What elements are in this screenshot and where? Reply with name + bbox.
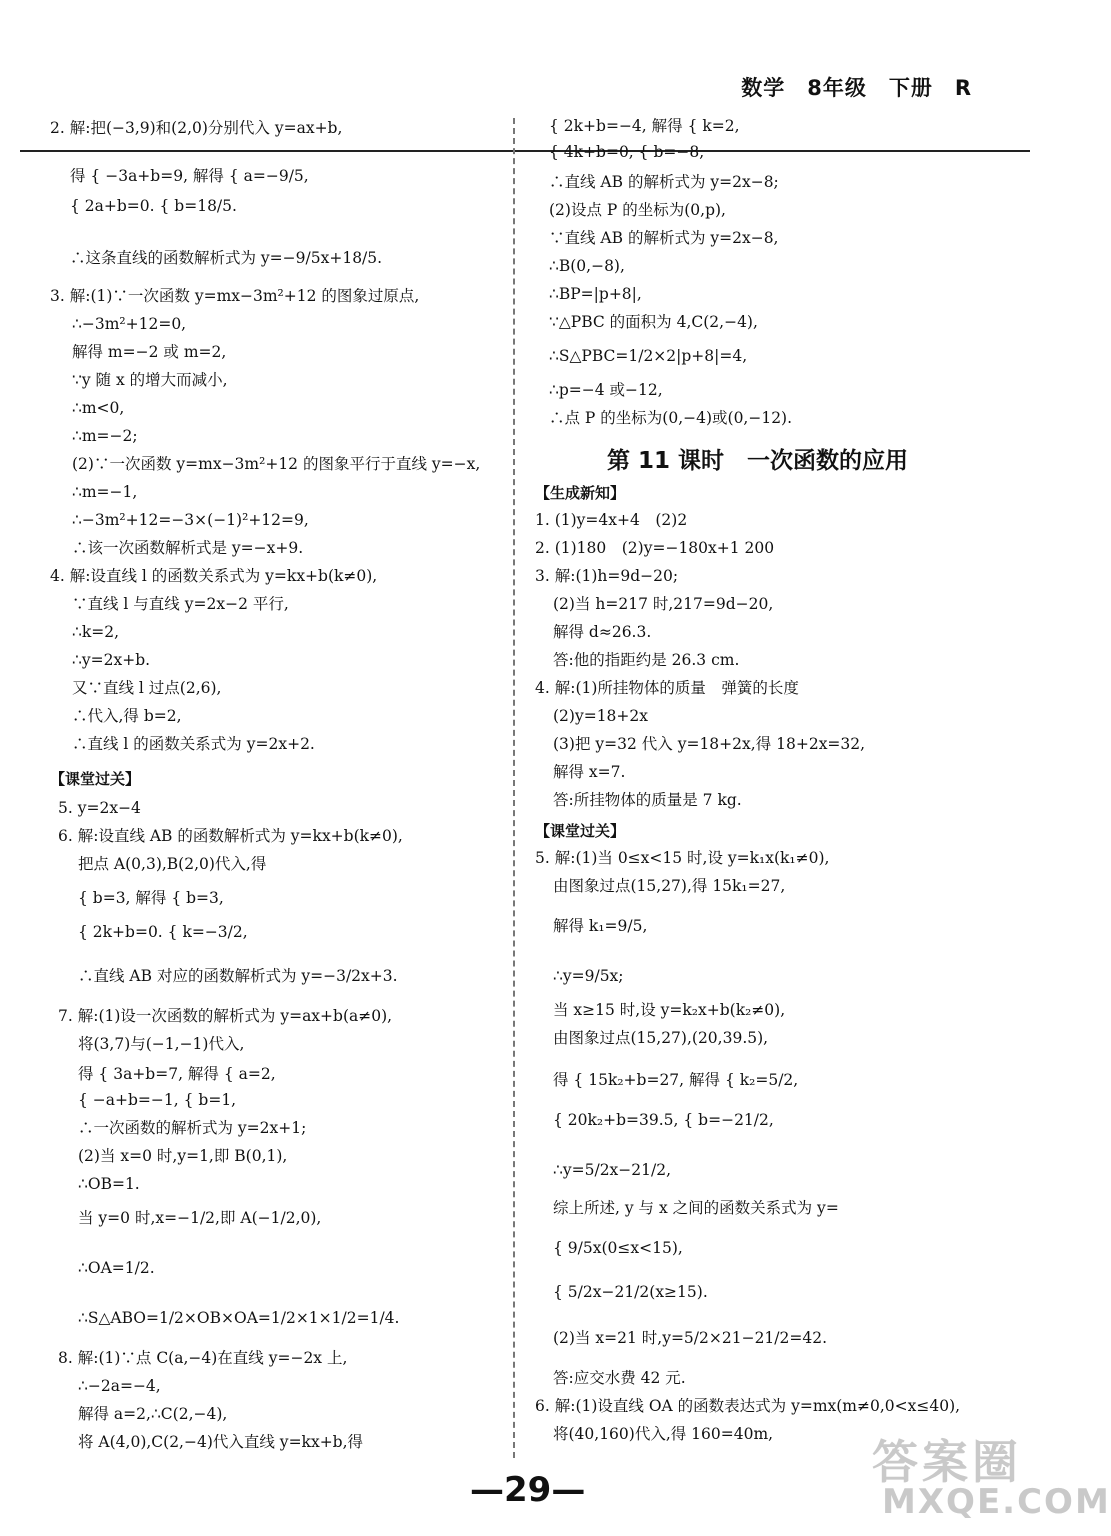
answer-line: 2. (1)180 (2)y=−180x+1 200 bbox=[535, 539, 775, 557]
answer-line: 将(3,7)与(−1,−1)代入, bbox=[78, 1035, 245, 1053]
answer-line: ∴−3m²+12=0, bbox=[72, 315, 187, 333]
header-rule bbox=[20, 150, 1030, 152]
answer-line: (2)设点 P 的坐标为(0,p), bbox=[549, 201, 726, 219]
section-heading: 【生成新知】 bbox=[535, 484, 626, 502]
answer-line: 答:所挂物体的质量是 7 kg. bbox=[553, 791, 742, 809]
page-header: 数学 8年级 下册 R bbox=[741, 76, 972, 100]
answer-line: (3)把 y=32 代入 y=18+2x,得 18+2x=32, bbox=[553, 735, 866, 753]
page-number: —29— bbox=[470, 1470, 586, 1510]
lesson-title: 第 11 课时 一次函数的应用 bbox=[607, 448, 909, 474]
section-heading: 【课堂过关】 bbox=[535, 822, 626, 840]
answer-line: 又∵直线 l 过点(2,6), bbox=[72, 679, 222, 697]
answer-line: 综上所述, y 与 x 之间的函数关系式为 y= bbox=[553, 1199, 839, 1217]
answer-line: ∴m=−2; bbox=[72, 427, 138, 445]
answer-line: ∴p=−4 或−12, bbox=[549, 381, 663, 399]
answer-line: 得 { 15k₂+b=27, 解得 { k₂=5/2, bbox=[553, 1071, 799, 1089]
answer-line: ∴y=5/2x−21/2, bbox=[553, 1161, 672, 1179]
answer-line: ∵△PBC 的面积为 4,C(2,−4), bbox=[549, 313, 758, 331]
answer-line: 当 y=0 时,x=−1/2,即 A(−1/2,0), bbox=[78, 1209, 322, 1227]
answer-line: ∵直线 AB 的解析式为 y=2x−8, bbox=[549, 229, 779, 247]
answer-line: 解得 a=2,∴C(2,−4), bbox=[78, 1405, 228, 1423]
answer-line: (2)当 x=0 时,y=1,即 B(0,1), bbox=[78, 1147, 288, 1165]
answer-line: { b=3, 解得 { b=3, bbox=[78, 889, 224, 907]
answer-line: 4. 解:(1)所挂物体的质量 弹簧的长度 bbox=[535, 679, 799, 697]
answer-line: ∴一次函数的解析式为 y=2x+1; bbox=[78, 1119, 307, 1137]
answer-line: (2)y=18+2x bbox=[553, 707, 649, 725]
answer-line: ∴点 P 的坐标为(0,−4)或(0,−12). bbox=[549, 409, 793, 427]
answer-line: (2)当 h=217 时,217=9d−20, bbox=[553, 595, 774, 613]
answer-line: { 9/5x(0≤x<15), bbox=[553, 1239, 683, 1257]
answer-line: 2. 解:把(−3,9)和(2,0)分别代入 y=ax+b, bbox=[50, 119, 343, 137]
answer-line: 5. y=2x−4 bbox=[58, 799, 141, 817]
answer-line: ∴该一次函数解析式是 y=−x+9. bbox=[72, 539, 304, 557]
answer-line: ∴−2a=−4, bbox=[78, 1377, 161, 1395]
answer-line: ∴S△ABO=1/2×OB×OA=1/2×1×1/2=1/4. bbox=[78, 1309, 400, 1327]
column-divider bbox=[513, 118, 515, 1458]
watermark bbox=[862, 1426, 1111, 1526]
answer-line: { 2k+b=0. { k=−3/2, bbox=[78, 923, 248, 941]
answer-line: ∴y=9/5x; bbox=[553, 967, 624, 985]
answer-line: ∴m=−1, bbox=[72, 483, 138, 501]
answer-line: 将 A(4,0),C(2,−4)代入直线 y=kx+b,得 bbox=[78, 1433, 364, 1451]
answer-line: ∴B(0,−8), bbox=[549, 257, 625, 275]
answer-line: 当 x≥15 时,设 y=k₂x+b(k₂≠0), bbox=[553, 1001, 786, 1019]
answer-line: 7. 解:(1)设一次函数的解析式为 y=ax+b(a≠0), bbox=[58, 1007, 393, 1025]
answer-line: ∴−3m²+12=−3×(−1)²+12=9, bbox=[72, 511, 309, 529]
answer-line: { 2a+b=0. { b=18/5. bbox=[70, 197, 237, 215]
answer-line: ∴S△PBC=1/2×2|p+8|=4, bbox=[549, 347, 748, 365]
answer-line: 8. 解:(1)∵点 C(a,−4)在直线 y=−2x 上, bbox=[58, 1349, 348, 1367]
answer-line: 3. 解:(1)∵一次函数 y=mx−3m²+12 的图象过原点, bbox=[50, 287, 420, 305]
answer-line: 将(40,160)代入,得 160=40m, bbox=[553, 1425, 774, 1443]
answer-line: ∴BP=|p+8|, bbox=[549, 285, 642, 303]
answer-line: 解得 x=7. bbox=[553, 763, 626, 781]
answer-line: 4. 解:设直线 l 的函数关系式为 y=kx+b(k≠0), bbox=[50, 567, 378, 585]
answer-line: 答:应交水费 42 元. bbox=[553, 1369, 686, 1387]
answer-line: 6. 解:(1)设直线 OA 的函数表达式为 y=mx(m≠0,0<x≤40), bbox=[535, 1397, 961, 1415]
answer-line: { 2k+b=−4, 解得 { k=2, bbox=[549, 117, 740, 135]
answer-line: ∴直线 AB 对应的函数解析式为 y=−3/2x+3. bbox=[78, 967, 398, 985]
answer-line: ∴OA=1/2. bbox=[78, 1259, 155, 1277]
watermark-site: MXQE.COM bbox=[882, 1482, 1111, 1522]
answer-line: ∵直线 l 与直线 y=2x−2 平行, bbox=[72, 595, 289, 613]
answer-line: 解得 d≈26.3. bbox=[553, 623, 652, 641]
section-heading: 【课堂过关】 bbox=[50, 770, 141, 788]
answer-line: 由图象过点(15,27),得 15k₁=27, bbox=[553, 877, 786, 895]
answer-line: ∴这条直线的函数解析式为 y=−9/5x+18/5. bbox=[70, 249, 383, 267]
answer-line: { 5/2x−21/2(x≥15). bbox=[553, 1283, 708, 1301]
answer-line: 得 { −3a+b=9, 解得 { a=−9/5, bbox=[70, 167, 309, 185]
answer-line: ∴m<0, bbox=[72, 399, 125, 417]
answer-line: 6. 解:设直线 AB 的函数解析式为 y=kx+b(k≠0), bbox=[58, 827, 403, 845]
answer-line: ∴OB=1. bbox=[78, 1175, 140, 1193]
answer-line: 5. 解:(1)当 0≤x<15 时,设 y=k₁x(k₁≠0), bbox=[535, 849, 830, 867]
answer-line: 得 { 3a+b=7, 解得 { a=2, bbox=[78, 1065, 276, 1083]
answer-line: (2)∵一次函数 y=mx−3m²+12 的图象平行于直线 y=−x, bbox=[72, 455, 481, 473]
answer-line: 答:他的指距约是 26.3 cm. bbox=[553, 651, 740, 669]
answer-line: 1. (1)y=4x+4 (2)2 bbox=[535, 511, 688, 529]
answer-line: ∵y 随 x 的增大而减小, bbox=[72, 371, 228, 389]
answer-line: { 20k₂+b=39.5, { b=−21/2, bbox=[553, 1111, 774, 1129]
answer-line: 解得 k₁=9/5, bbox=[553, 917, 648, 935]
answer-line: ∴直线 l 的函数关系式为 y=2x+2. bbox=[72, 735, 315, 753]
answer-line: 把点 A(0,3),B(2,0)代入,得 bbox=[78, 855, 267, 873]
watermark-logo: 答案圈 bbox=[872, 1435, 1022, 1489]
answer-line: 由图象过点(15,27),(20,39.5), bbox=[553, 1029, 769, 1047]
answer-line: { −a+b=−1, { b=1, bbox=[78, 1091, 237, 1109]
answer-line: ∴y=2x+b. bbox=[72, 651, 151, 669]
answer-line: (2)当 x=21 时,y=5/2×21−21/2=42. bbox=[553, 1329, 828, 1347]
answer-line: { 4k+b=0, { b=−8, bbox=[549, 143, 705, 161]
answer-line: ∴代入,得 b=2, bbox=[72, 707, 182, 725]
answer-line: 3. 解:(1)h=9d−20; bbox=[535, 567, 679, 585]
answer-line: ∴直线 AB 的解析式为 y=2x−8; bbox=[549, 173, 779, 191]
answer-line: ∴k=2, bbox=[72, 623, 120, 641]
answer-line: 解得 m=−2 或 m=2, bbox=[72, 343, 227, 361]
